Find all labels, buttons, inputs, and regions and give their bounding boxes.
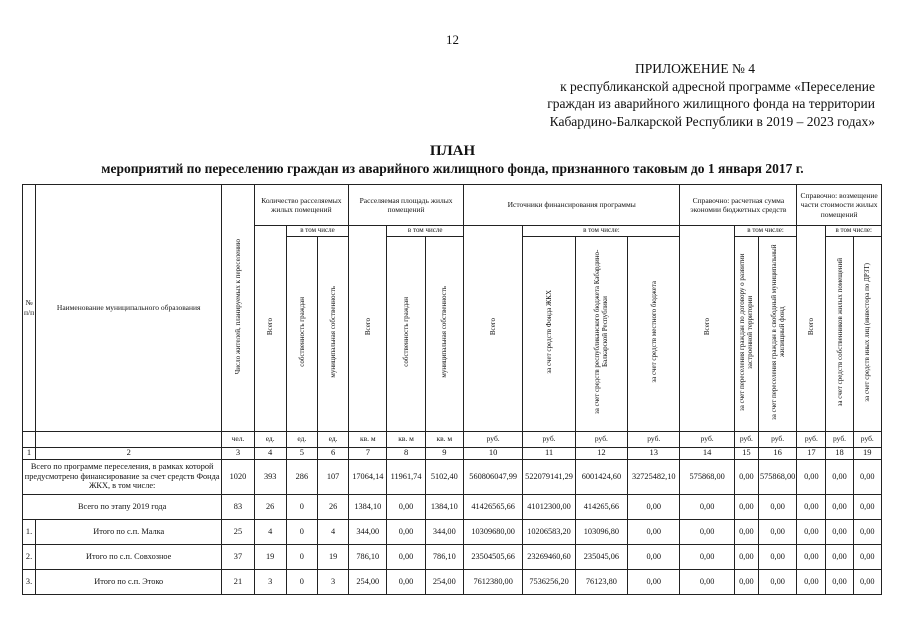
units-row [23, 431, 882, 447]
row-value: 0,00 [734, 494, 758, 519]
row-value: 26 [317, 494, 348, 519]
row-value: 0,00 [853, 569, 881, 594]
header-num: № п/п [23, 185, 36, 432]
header-economy-incl: в том числе: [734, 226, 796, 237]
row-value: 0,00 [853, 519, 881, 544]
row-value: 0,00 [797, 459, 826, 494]
header-local-budget: за счет средств местного бюджета [649, 281, 658, 384]
appendix-line-3: граждан из аварийного жилищного фонда на территории [547, 96, 875, 111]
row-value: 0 [286, 494, 317, 519]
row-value: 10206583,20 [523, 519, 575, 544]
row-value: 4 [317, 519, 348, 544]
row-value: 107 [317, 459, 348, 494]
row-value: 286 [286, 459, 317, 494]
column-number: 17 [797, 447, 826, 459]
row-value: 41426565,66 [463, 494, 522, 519]
row-value: 0,00 [826, 494, 853, 519]
row-value: 414265,66 [575, 494, 627, 519]
header-compensation-group: Справочно: возмещение части стоимости жилых помещений [797, 185, 882, 226]
row-value: 11961,74 [387, 459, 425, 494]
header-area-incl: в том числе [387, 226, 464, 237]
row-value: 0,00 [797, 519, 826, 544]
header-area-owned-cell [387, 236, 425, 431]
row-value: 0,00 [797, 544, 826, 569]
row-value: 0,00 [826, 569, 853, 594]
header-rooms-group: Количество расселяемых жилых помещений [254, 185, 349, 226]
row-value: 0,00 [758, 544, 796, 569]
row-value: 0,00 [734, 569, 758, 594]
row-name: Итого по с.п. Совхозное [36, 544, 222, 569]
row-value: 1020 [222, 459, 254, 494]
header-rooms-municipal: муниципальная собственность [329, 286, 338, 379]
column-number: 16 [758, 447, 796, 459]
header-area-municipal-cell [425, 236, 463, 431]
row-value: 0,00 [680, 519, 734, 544]
unit-cell: руб. [680, 431, 734, 447]
unit-cell: кв. м [387, 431, 425, 447]
header-free-fund-cell [758, 236, 796, 431]
header-compensation-incl: в том числе: [826, 226, 882, 237]
row-value: 0,00 [628, 494, 680, 519]
row-num: 1. [23, 519, 36, 544]
header-finance-group: Источники финансирования программы [463, 185, 680, 226]
unit-cell: кв. м [425, 431, 463, 447]
row-value: 32725482,10 [628, 459, 680, 494]
header-other-persons-cell [853, 236, 881, 431]
row-value: 7536256,20 [523, 569, 575, 594]
row-value: 0,00 [826, 519, 853, 544]
row-value: 41012300,00 [523, 494, 575, 519]
column-number: 15 [734, 447, 758, 459]
row-value: 0,00 [387, 519, 425, 544]
header-dev-contract-cell [734, 236, 758, 431]
header-republic-budget-cell [575, 236, 627, 431]
header-rooms-owned: собственность граждан [297, 297, 306, 368]
row-value: 0,00 [758, 494, 796, 519]
row-value: 0,00 [758, 569, 796, 594]
header-name: Наименование муниципального образования [36, 185, 222, 432]
header-finance-total: Всего [489, 318, 498, 336]
table-row-etoko [23, 569, 882, 594]
table-row-malka [23, 519, 882, 544]
header-fund-jkh: за счет средств Фонда ЖКХ [545, 290, 554, 375]
row-value: 17064,14 [349, 459, 387, 494]
header-rooms-incl: в том числе [286, 226, 348, 237]
header-area-municipal: муниципальная собственность [440, 286, 449, 379]
appendix-line-4: Кабардино-Балкарской Республики в 2019 – 2023 годах» [549, 113, 875, 129]
column-number: 19 [853, 447, 881, 459]
unit-cell: руб. [628, 431, 680, 447]
unit-cell: руб. [523, 431, 575, 447]
row-value: 0 [286, 544, 317, 569]
column-number: 3 [222, 447, 254, 459]
column-number: 4 [254, 447, 286, 459]
row-value: 0,00 [734, 544, 758, 569]
column-number: 1 [23, 447, 36, 459]
header-dev-contract: за счет переселения граждан по договору о развитии застроенной территории [738, 253, 755, 411]
row-value: 3 [317, 569, 348, 594]
header-economy-group: Справочно: расчетная сумма экономии бюджетных средств [680, 185, 797, 226]
row-value: 344,00 [425, 519, 463, 544]
row-value: 0,00 [387, 494, 425, 519]
column-number: 12 [575, 447, 627, 459]
row-num: 2. [23, 544, 36, 569]
column-number: 5 [286, 447, 317, 459]
row-value: 0,00 [680, 544, 734, 569]
unit-cell: руб. [826, 431, 853, 447]
page-number: 12 [446, 32, 459, 47]
header-owners-funds-cell [826, 236, 853, 431]
plan-table [22, 184, 882, 595]
column-number: 13 [628, 447, 680, 459]
header-rooms-municipal-cell [317, 236, 348, 431]
row-value: 26 [254, 494, 286, 519]
row-value: 37 [222, 544, 254, 569]
row-value: 254,00 [349, 569, 387, 594]
row-value: 560806047,99 [463, 459, 522, 494]
row-value: 0,00 [680, 494, 734, 519]
header-area-group: Расселяемая площадь жилых помещений [349, 185, 464, 226]
row-value: 25 [222, 519, 254, 544]
row-value: 522079141,29 [523, 459, 575, 494]
unit-cell: ед. [254, 431, 286, 447]
row-value: 5102,40 [425, 459, 463, 494]
header-area-owned: собственность граждан [402, 297, 411, 368]
row-value: 19 [317, 544, 348, 569]
header-compensation-total-cell [797, 226, 826, 432]
row-value: 0,00 [734, 519, 758, 544]
header-area-total-cell [349, 226, 387, 432]
row-value: 103096,80 [575, 519, 627, 544]
header-rooms-total-cell [254, 226, 286, 432]
column-number: 6 [317, 447, 348, 459]
unit-cell: руб. [853, 431, 881, 447]
appendix-header [455, 60, 875, 130]
row-value: 0,00 [628, 544, 680, 569]
unit-cell: ед. [317, 431, 348, 447]
row-name: Итого по с.п. Этоко [36, 569, 222, 594]
row-value: 0,00 [826, 459, 853, 494]
row-name: Всего по программе переселения, в рамках которой предусмотрено финансирование за счет средств Фонда ЖКХ, в том числе: [23, 459, 222, 494]
row-value: 1384,10 [425, 494, 463, 519]
unit-cell [36, 431, 222, 447]
column-number: 7 [349, 447, 387, 459]
row-value: 7612380,00 [463, 569, 522, 594]
row-value: 254,00 [425, 569, 463, 594]
column-number: 18 [826, 447, 853, 459]
row-value: 235045,06 [575, 544, 627, 569]
header-owners-funds: за счет средств собственников жилых помещений [835, 258, 844, 407]
appendix-line-2: к республиканской адресной программе «Переселение [560, 78, 875, 94]
row-value: 76123,80 [575, 569, 627, 594]
header-residents-cell [222, 185, 254, 432]
unit-cell [23, 431, 36, 447]
row-value: 0,00 [853, 459, 881, 494]
column-number: 11 [523, 447, 575, 459]
row-value: 0,00 [734, 459, 758, 494]
table-row-program-total [23, 459, 882, 494]
unit-cell: кв. м [349, 431, 387, 447]
row-value: 23504505,66 [463, 544, 522, 569]
unit-cell: руб. [734, 431, 758, 447]
unit-cell: чел. [222, 431, 254, 447]
row-value: 0,00 [853, 494, 881, 519]
header-free-fund: за счет переселения граждан в свободный муниципальный жилищный фонд [769, 244, 786, 420]
header-rooms-total: Всего [266, 318, 275, 336]
row-value: 0,00 [628, 569, 680, 594]
row-value: 0 [286, 569, 317, 594]
table-row-stage-2019 [23, 494, 882, 519]
row-value: 21 [222, 569, 254, 594]
header-economy-total: Всего [703, 318, 712, 336]
unit-cell: руб. [575, 431, 627, 447]
row-value: 4 [254, 519, 286, 544]
header-economy-total-cell [680, 226, 734, 432]
row-value: 0,00 [628, 519, 680, 544]
row-value: 0,00 [387, 569, 425, 594]
row-value: 10309680,00 [463, 519, 522, 544]
header-fund-jkh-cell [523, 236, 575, 431]
row-value: 0,00 [797, 494, 826, 519]
unit-cell: ед. [286, 431, 317, 447]
row-value: 0,00 [826, 544, 853, 569]
column-number: 9 [425, 447, 463, 459]
row-value: 786,10 [349, 544, 387, 569]
row-name: Итого по с.п. Малка [36, 519, 222, 544]
row-value: 0,00 [680, 569, 734, 594]
unit-cell: руб. [797, 431, 826, 447]
table-row-sovkhoznoe [23, 544, 882, 569]
header-republic-budget: за счет средств республиканского бюджета Кабардино-Балкарской Республики [593, 250, 610, 415]
row-value: 0 [286, 519, 317, 544]
column-number: 8 [387, 447, 425, 459]
unit-cell: руб. [463, 431, 522, 447]
plan-subtitle: мероприятий по переселению граждан из аварийного жилищного фонда, признанного таковым до 1 января 2017 г. [101, 161, 804, 176]
plan-title: ПЛАН [429, 143, 476, 159]
header-other-persons: за счет средств иных лиц (инвестора по ДРЗТ) [863, 262, 872, 402]
row-value: 83 [222, 494, 254, 519]
row-value: 786,10 [425, 544, 463, 569]
header-compensation-total: Всего [807, 318, 816, 336]
row-num: 3. [23, 569, 36, 594]
row-value: 575868,00 [680, 459, 734, 494]
header-local-budget-cell [628, 236, 680, 431]
row-value: 0,00 [758, 519, 796, 544]
row-value: 0,00 [797, 569, 826, 594]
header-finance-incl: в том числе: [523, 226, 680, 237]
row-value: 344,00 [349, 519, 387, 544]
header-rooms-owned-cell [286, 236, 317, 431]
row-value: 0,00 [853, 544, 881, 569]
row-value: 19 [254, 544, 286, 569]
row-value: 3 [254, 569, 286, 594]
appendix-title: ПРИЛОЖЕНИЕ № 4 [634, 61, 755, 76]
header-area-total: Всего [363, 318, 372, 336]
row-value: 23269460,60 [523, 544, 575, 569]
header-residents: Число жителей, планируемых к переселению [233, 238, 242, 375]
unit-cell: руб. [758, 431, 796, 447]
row-value: 393 [254, 459, 286, 494]
column-numbers-row [23, 447, 882, 459]
header-finance-total-cell [463, 226, 522, 432]
column-number: 10 [463, 447, 522, 459]
row-name: Всего по этапу 2019 года [23, 494, 222, 519]
column-number: 14 [680, 447, 734, 459]
column-number: 2 [36, 447, 222, 459]
row-value: 0,00 [387, 544, 425, 569]
row-value: 1384,10 [349, 494, 387, 519]
row-value: 6001424,60 [575, 459, 627, 494]
row-value: 575868,00 [758, 459, 796, 494]
